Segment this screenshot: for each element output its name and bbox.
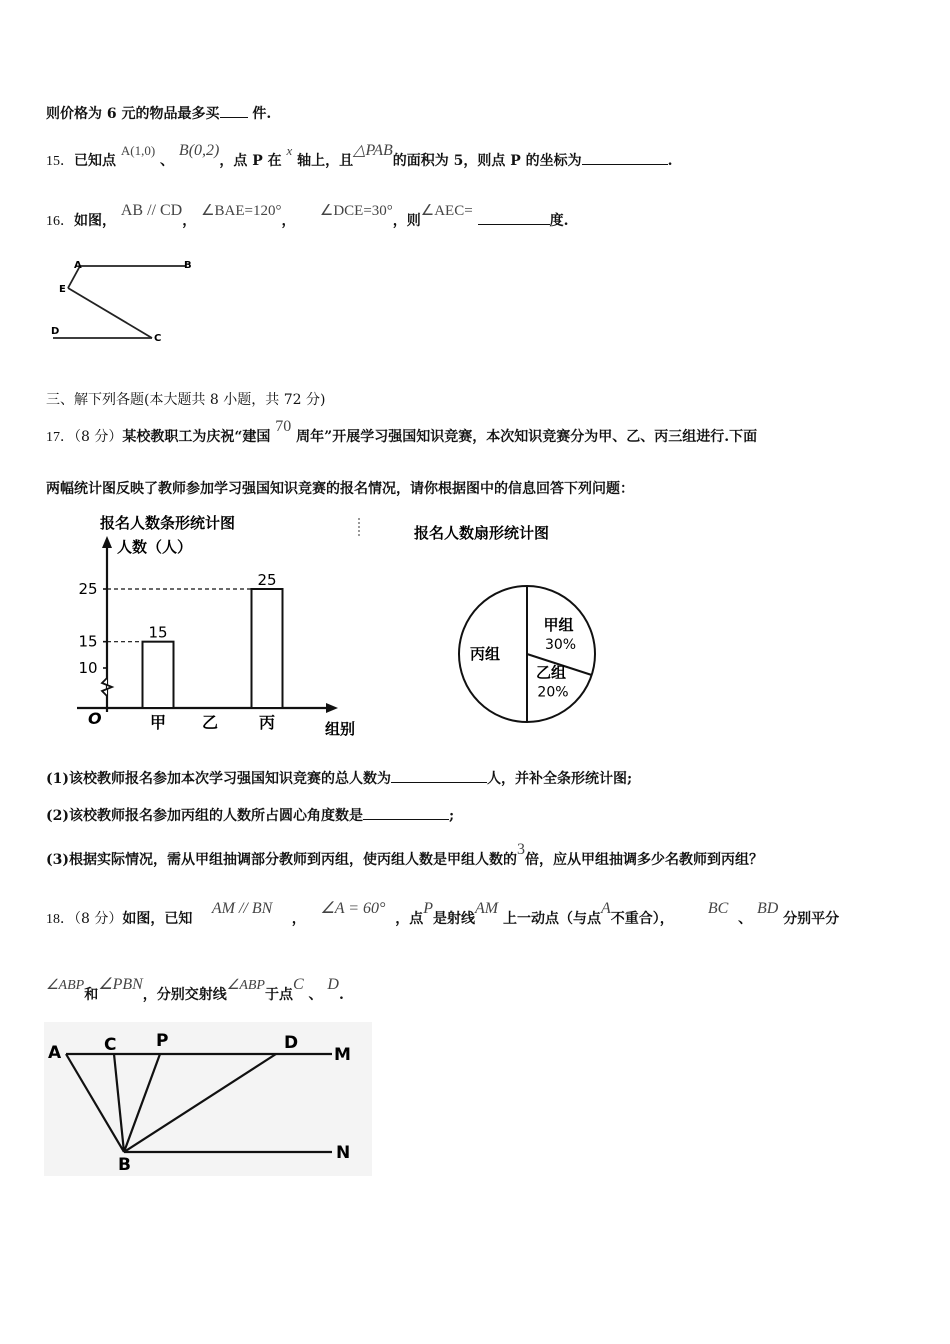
y-tick-label: 15 xyxy=(78,632,98,651)
question-score: （8 分） xyxy=(74,911,123,927)
label-d: D xyxy=(51,326,60,337)
bar-甲 xyxy=(143,642,174,708)
section-3-title: 三、解下列各题(本大题共 8 小题，共 72 分) xyxy=(46,392,326,408)
segment-bc: BC xyxy=(707,900,729,917)
q17-sub3-end: 倍，应从甲组抽调多少名教师到丙组？ xyxy=(525,852,763,868)
y-tick-label: 10 xyxy=(78,659,98,677)
q16-text-2: ，则 xyxy=(392,213,421,229)
answer-blank[interactable] xyxy=(220,105,248,118)
q14-text-end: 件. xyxy=(252,106,272,122)
point-p: P xyxy=(423,900,433,917)
angle-pbn: ∠PBN xyxy=(98,976,143,993)
label-a: A xyxy=(48,1043,62,1063)
angle-abp: ∠ABP xyxy=(46,978,85,993)
question-number: 15． xyxy=(46,154,74,169)
q18-sep: 、 xyxy=(738,911,753,927)
question-number: 16． xyxy=(46,214,74,229)
answer-blank[interactable] xyxy=(478,212,550,225)
q17-sub2-end: ; xyxy=(449,808,455,824)
line-ec xyxy=(68,288,152,338)
x-axis-arrow xyxy=(326,703,338,713)
q15-text-3: 轴上，且 xyxy=(297,153,354,169)
pie-slice-percent: 30% xyxy=(544,637,577,654)
y-tick-label: 25 xyxy=(78,580,98,598)
q16-comma-1: ， xyxy=(182,213,197,229)
q14-text: 则价格为 6 元的物品最多买 xyxy=(46,106,220,122)
q15-text-1: 已知点 xyxy=(74,153,116,169)
label-c: C xyxy=(154,333,162,344)
q15-sep: 、 xyxy=(160,153,175,169)
parallel-ab-cd: AB // CD xyxy=(120,202,183,219)
axis-x: x xyxy=(286,143,293,158)
x-axis-label: 组别 xyxy=(325,720,356,738)
q18-comma: ， xyxy=(291,911,306,927)
pie-chart-title: 报名人数扇形统计图 xyxy=(414,524,550,542)
question-18 xyxy=(46,900,840,928)
q18-line-2 xyxy=(46,976,344,1004)
q14-tail xyxy=(46,103,271,123)
chart-divider xyxy=(358,518,362,536)
y-axis-arrow xyxy=(102,536,112,548)
q16-figure xyxy=(44,252,214,352)
q18-l2-end: . xyxy=(338,987,344,1003)
category-label: 丙 xyxy=(258,713,276,732)
label-p: P xyxy=(156,1031,169,1051)
point-b: B(0,2) xyxy=(178,142,220,159)
q18-l2-text-1: 和 xyxy=(84,987,99,1003)
point-a-ref: A xyxy=(600,900,611,917)
label-e: E xyxy=(59,284,66,295)
pie-chart xyxy=(400,512,630,736)
question-number: 17． xyxy=(46,430,74,445)
q18-l2-text-2: ，分别交射线 xyxy=(142,987,227,1003)
question-16 xyxy=(46,202,569,230)
question-15 xyxy=(46,142,673,170)
q17-sub-3 xyxy=(46,841,763,869)
q16-comma-2: ， xyxy=(281,213,296,229)
q17-sub1-end: 人，并补全条形统计图; xyxy=(487,771,633,787)
angle-dce: ∠DCE=30° xyxy=(319,203,393,219)
q15-end: . xyxy=(667,153,673,169)
q18-figure xyxy=(44,1022,374,1178)
q17-sub3-text: (3)根据实际情况，需从甲组抽调部分教师到丙组，使丙组人数是甲组人数的 xyxy=(46,852,517,868)
axis-break xyxy=(102,678,112,696)
question-number: 18． xyxy=(46,912,74,927)
ray-am: AM xyxy=(474,900,499,917)
q17-text-2: 周年”开展学习强国知识竞赛，本次知识竞赛分为甲、乙、丙三组进行.下面 xyxy=(296,429,758,445)
category-label: 甲 xyxy=(149,713,167,732)
angle-a: ∠A = 60° xyxy=(320,900,386,917)
question-17 xyxy=(46,418,758,446)
q18-text-2: ，点 xyxy=(395,911,424,927)
point-d: D xyxy=(327,976,339,993)
bar-data-label: 15 xyxy=(148,623,168,642)
q18-text-1: 如图，已知 xyxy=(122,911,193,927)
q18-text-3: 是射线 xyxy=(432,911,475,927)
label-m: M xyxy=(334,1045,351,1065)
q17-line-2: 两幅统计图反映了教师参加学习强国知识竞赛的报名情况，请你根据图中的信息回答下列问题： xyxy=(46,481,634,497)
bar-chart-title: 报名人数条形统计图 xyxy=(100,514,236,532)
q18-text-4: 上一动点（与点 xyxy=(502,911,601,927)
q17-sub3-number: 3 xyxy=(517,841,525,858)
parallel-am-bn: AM // BN xyxy=(211,900,273,917)
q18-text-6: 分别平分 xyxy=(783,911,840,927)
answer-blank[interactable] xyxy=(582,152,668,165)
triangle-pab: △PAB xyxy=(353,142,393,159)
bar-data-label: 25 xyxy=(257,571,277,589)
label-a: A xyxy=(74,260,82,271)
origin-label: O xyxy=(88,709,102,728)
answer-blank[interactable] xyxy=(363,807,449,820)
bar-丙 xyxy=(252,589,283,708)
q18-text-5: 不重合）， xyxy=(610,911,674,927)
label-b: B xyxy=(118,1155,131,1175)
pie-slice-label: 乙组 xyxy=(535,663,566,682)
q16-text-1: 如图， xyxy=(74,213,116,229)
q15-text-2: ，点 P 在 xyxy=(219,153,282,169)
angle-bae: ∠BAE=120° xyxy=(201,203,282,219)
label-d: D xyxy=(284,1033,299,1053)
point-a: A(1,0) xyxy=(120,143,156,158)
angle-aec: ∠AEC= xyxy=(420,203,473,219)
q17-sub-1 xyxy=(46,768,632,788)
q15-text-4: 的面积为 5，则点 P 的坐标为 xyxy=(392,153,582,169)
point-c: C xyxy=(293,976,304,993)
q17-number-70: 70 xyxy=(275,418,292,435)
q17-sub2-text: (2)该校教师报名参加丙组的人数所占圆心角度数是 xyxy=(46,808,363,824)
pie-slice-percent: 20% xyxy=(537,684,569,701)
segment-bd: BD xyxy=(756,900,779,917)
bar-chart xyxy=(60,506,380,738)
angle-abp-2: ∠ABP xyxy=(226,978,265,993)
label-n: N xyxy=(336,1143,351,1163)
q16-end: 度. xyxy=(549,213,569,229)
y-axis-label: 人数（人） xyxy=(117,538,193,556)
answer-blank[interactable] xyxy=(391,770,487,783)
label-b: B xyxy=(184,260,192,271)
category-label: 乙 xyxy=(201,713,219,732)
q18-l2-sep: 、 xyxy=(308,987,323,1003)
question-score: （8 分） xyxy=(74,429,123,445)
q17-text-1: 某校教职工为庆祝“建国 xyxy=(122,429,271,445)
q18-l2-text-3: 于点 xyxy=(265,987,293,1003)
q17-sub1-text: (1)该校教师报名参加本次学习强国知识竞赛的总人数为 xyxy=(46,771,391,787)
pie-slice-label: 丙组 xyxy=(469,645,501,663)
pie-slice-label: 甲组 xyxy=(543,616,574,635)
q17-sub-2 xyxy=(46,805,454,825)
label-c: C xyxy=(104,1035,117,1055)
